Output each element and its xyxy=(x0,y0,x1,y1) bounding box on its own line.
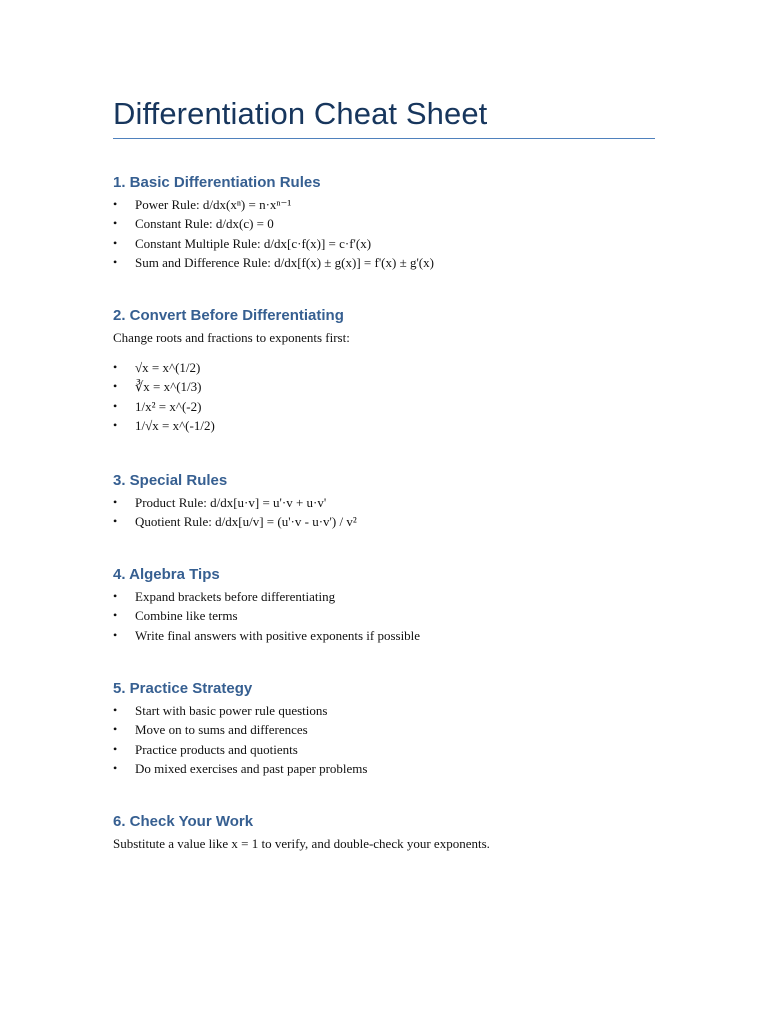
bullet-icon: • xyxy=(113,216,118,231)
list-item xyxy=(113,214,655,233)
list-item xyxy=(113,493,655,512)
list-item-text: Power Rule: d/dx(xⁿ) = n·xⁿ⁻¹ xyxy=(135,197,292,212)
list-item xyxy=(113,397,655,416)
list-item-text: 1/x² = x^(-2) xyxy=(135,398,202,414)
list-item-text: 1/√x = x^(-1/2) xyxy=(135,417,215,433)
title-underline xyxy=(113,138,655,139)
document-title: Differentiation Cheat Sheet xyxy=(113,96,488,131)
bullet-icon: • xyxy=(113,722,118,737)
section-practice-strategy xyxy=(113,679,655,778)
bullet-list xyxy=(113,587,655,645)
bullet-icon: • xyxy=(113,495,118,509)
list-item xyxy=(113,234,655,253)
bullet-icon: • xyxy=(113,608,118,623)
section-heading: 1. Basic Differentiation Rules xyxy=(113,174,321,191)
list-item xyxy=(113,195,655,214)
list-item xyxy=(113,606,655,625)
bullet-list xyxy=(113,195,655,272)
document-page xyxy=(113,94,655,139)
section-heading: 5. Practice Strategy xyxy=(113,680,253,697)
list-item-text: Constant Rule: d/dx(c) = 0 xyxy=(135,216,274,232)
list-item-text: Do mixed exercises and past paper problems xyxy=(135,760,368,776)
bullet-icon: • xyxy=(113,254,118,269)
bullet-icon: • xyxy=(113,197,118,211)
list-item-text: Product Rule: d/dx[u·v] = u'·v + u·v' xyxy=(135,495,327,510)
list-item xyxy=(113,416,655,435)
bullet-icon: • xyxy=(113,379,118,394)
list-item-text: Combine like terms xyxy=(135,608,238,624)
section-basic-rules xyxy=(113,173,655,272)
section-heading: 6. Check Your Work xyxy=(113,813,254,830)
list-item-text: ∛x = x^(1/3) xyxy=(135,379,202,395)
section-check-work xyxy=(113,812,655,853)
section-heading: 2. Convert Before Differentiating xyxy=(113,307,344,324)
section-algebra-tips xyxy=(113,565,655,645)
list-item xyxy=(113,253,655,272)
list-item xyxy=(113,512,655,531)
bullet-icon: • xyxy=(113,514,118,529)
section-body: Substitute a value like x = 1 to verify, and double-check your exponents. xyxy=(113,836,490,851)
bullet-list xyxy=(113,701,655,778)
list-item xyxy=(113,587,655,606)
section-intro: Change roots and fractions to exponents first: xyxy=(113,330,350,345)
list-item-text: Constant Multiple Rule: d/dx[c·f(x)] = c·f'(x) xyxy=(135,235,372,251)
section-heading: 4. Algebra Tips xyxy=(113,566,220,583)
list-item xyxy=(113,358,655,377)
list-item-text: Expand brackets before differentiating xyxy=(135,589,336,604)
bullet-icon: • xyxy=(113,360,118,374)
bullet-list xyxy=(113,358,655,435)
bullet-icon: • xyxy=(113,741,118,756)
bullet-icon: • xyxy=(113,703,118,717)
bullet-icon: • xyxy=(113,417,118,432)
list-item xyxy=(113,740,655,759)
section-special-rules xyxy=(113,471,655,532)
list-item xyxy=(113,626,655,645)
bullet-icon: • xyxy=(113,627,118,642)
list-item xyxy=(113,720,655,739)
bullet-list xyxy=(113,493,655,532)
list-item-text: Move on to sums and differences xyxy=(135,722,308,738)
section-convert xyxy=(113,306,655,435)
list-item-text: Write final answers with positive exponents if possible xyxy=(135,627,421,643)
list-item-text: √x = x^(1/2) xyxy=(135,360,201,375)
bullet-icon: • xyxy=(113,760,118,775)
list-item xyxy=(113,759,655,778)
section-heading: 3. Special Rules xyxy=(113,472,228,489)
bullet-icon: • xyxy=(113,589,118,603)
list-item xyxy=(113,701,655,720)
bullet-icon: • xyxy=(113,235,118,250)
list-item xyxy=(113,377,655,396)
bullet-icon: • xyxy=(113,398,118,413)
list-item-text: Sum and Difference Rule: d/dx[f(x) ± g(x)] = f'(x) ± g'(x) xyxy=(135,254,434,270)
list-item-text: Quotient Rule: d/dx[u/v] = (u'·v - u·v') / v² xyxy=(135,514,357,530)
list-item-text: Start with basic power rule questions xyxy=(135,703,328,718)
list-item-text: Practice products and quotients xyxy=(135,741,298,757)
